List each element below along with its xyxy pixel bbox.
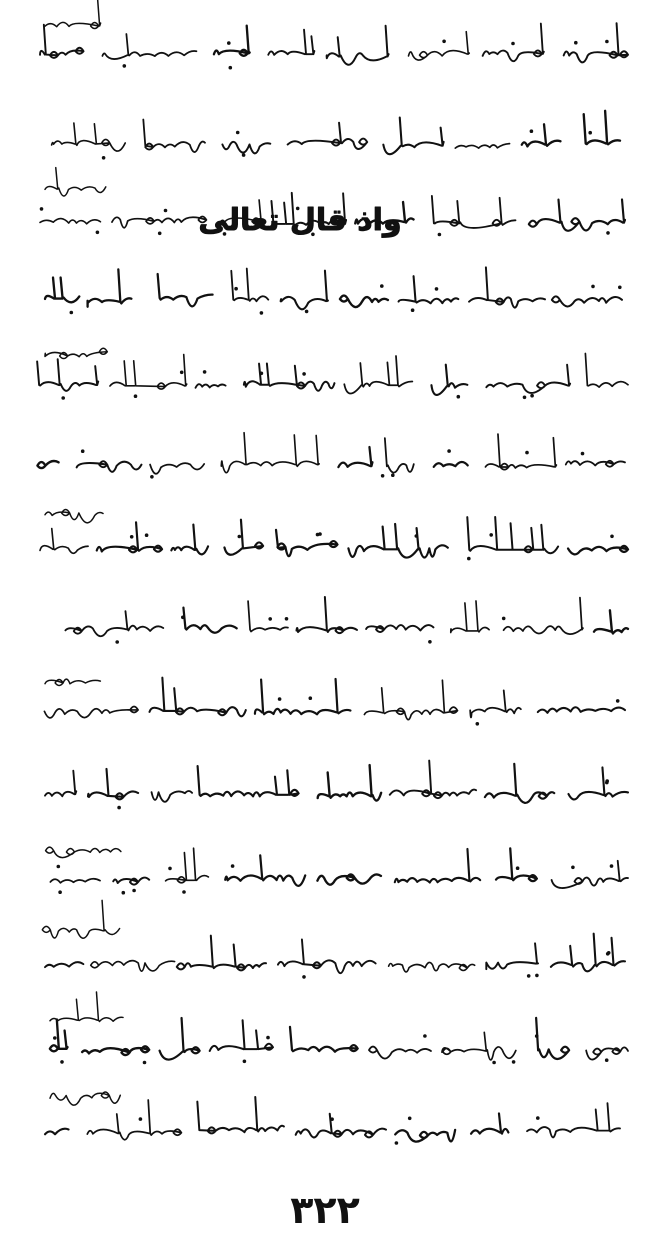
script-word	[225, 855, 305, 885]
script-word	[91, 961, 175, 972]
diacritic-dot	[203, 370, 207, 374]
diacritic-dot	[511, 42, 515, 46]
script-word	[434, 462, 468, 467]
script-word	[45, 771, 76, 797]
script-word	[431, 365, 467, 395]
diacritic-dot	[476, 722, 480, 726]
manuscript-line	[44, 678, 625, 726]
script-word	[143, 119, 205, 152]
manuscript-line	[65, 597, 628, 644]
script-word	[37, 461, 58, 468]
legible-phrase: واذ قال تعالى	[198, 203, 402, 238]
script-word	[485, 764, 554, 803]
diacritic-dot	[302, 372, 306, 376]
diacritic-dot	[574, 41, 578, 45]
diacritic-dot	[229, 66, 233, 70]
diacritic-dot	[115, 640, 119, 644]
diacritic-dot	[447, 449, 451, 453]
manuscript-line	[45, 267, 622, 314]
diacritic-dot	[618, 286, 622, 290]
script-word	[210, 1020, 273, 1051]
diacritic-dot	[536, 1116, 540, 1120]
script-word	[82, 1046, 149, 1055]
diacritic-dot	[607, 951, 611, 955]
script-word	[552, 296, 622, 306]
diacritic-dot	[243, 1060, 247, 1064]
script-word	[344, 356, 412, 394]
diacritic-dot	[168, 867, 172, 871]
diacritic-dot	[605, 40, 609, 44]
diacritic-dot	[238, 535, 242, 539]
script-word	[214, 26, 250, 56]
diacritic-dot	[302, 975, 306, 979]
script-word	[348, 524, 447, 558]
script-word	[486, 365, 570, 393]
script-word	[467, 517, 558, 553]
diacritic-dot	[60, 1060, 64, 1064]
script-word	[195, 384, 225, 388]
marginal-note	[45, 0, 101, 28]
script-word	[469, 267, 545, 307]
script-word	[52, 123, 126, 151]
script-word	[160, 1018, 200, 1060]
diacritic-dot	[180, 371, 184, 375]
diacritic-dot	[182, 890, 186, 894]
diacritic-dot	[438, 233, 442, 237]
script-word	[113, 878, 149, 885]
diacritic-dot	[122, 891, 126, 895]
script-word	[45, 1129, 69, 1135]
script-word	[296, 1114, 386, 1138]
script-word	[318, 765, 381, 800]
script-word	[395, 849, 480, 883]
script-word	[522, 124, 561, 146]
script-word	[197, 1097, 284, 1133]
script-word	[102, 34, 196, 59]
script-word	[231, 269, 268, 302]
marginal-note	[42, 900, 119, 938]
diacritic-dot	[467, 557, 471, 561]
diacritic-dot	[525, 451, 529, 455]
script-word	[171, 525, 208, 555]
diacritic-dot	[58, 890, 62, 894]
script-word	[152, 791, 193, 802]
diacritic-dot	[40, 207, 44, 211]
script-word	[586, 1047, 628, 1059]
diacritic-dot	[81, 449, 85, 453]
script-word	[45, 962, 83, 967]
diacritic-dot	[616, 699, 620, 703]
diacritic-dot	[330, 1117, 334, 1121]
script-word	[536, 1018, 569, 1059]
diacritic-dot	[278, 697, 282, 701]
diacritic-dot	[492, 1061, 496, 1065]
diacritic-dot	[234, 287, 238, 291]
script-word	[551, 934, 625, 972]
script-word	[248, 601, 288, 631]
diacritic-dot	[134, 394, 138, 398]
script-word	[366, 625, 433, 632]
diacritic-dot	[102, 156, 106, 160]
script-word	[395, 1130, 455, 1142]
script-word	[338, 447, 372, 467]
script-word	[40, 25, 84, 58]
diacritic-dot	[516, 866, 520, 870]
manuscript-line	[45, 1092, 620, 1145]
marginal-note	[50, 992, 123, 1021]
diacritic-dot	[380, 284, 384, 288]
script-word	[45, 278, 79, 303]
diacritic-dot	[57, 865, 61, 869]
script-word	[369, 1047, 431, 1059]
diacritic-dot	[70, 311, 74, 315]
script-word	[383, 118, 443, 155]
script-word	[50, 879, 100, 883]
diacritic-dot	[318, 532, 322, 536]
marginal-note	[45, 679, 100, 685]
script-word	[183, 608, 236, 633]
script-word	[198, 766, 299, 796]
diacritic-dot	[143, 1061, 147, 1065]
diacritic-dot	[502, 617, 506, 621]
script-word	[166, 848, 209, 883]
script-word	[158, 274, 213, 306]
script-word	[527, 1103, 620, 1137]
diacritic-dot	[61, 396, 65, 400]
script-word	[390, 761, 476, 799]
diacritic-dot	[411, 308, 415, 312]
diacritic-dot	[530, 129, 534, 133]
diacritic-dot	[591, 285, 595, 289]
script-word	[88, 269, 132, 306]
diacritic-dot	[96, 231, 100, 235]
diacritic-dot	[123, 64, 127, 68]
script-word	[485, 434, 556, 470]
script-word	[224, 520, 263, 555]
diacritic-dot	[489, 533, 493, 537]
script-word	[364, 680, 457, 719]
script-word	[584, 111, 620, 144]
script-word	[112, 216, 206, 227]
script-word	[281, 271, 328, 310]
script-word	[496, 848, 537, 881]
diacritic-dot	[381, 474, 385, 478]
marginal-note	[46, 847, 121, 857]
script-word	[389, 962, 475, 972]
diacritic-dot	[606, 231, 610, 235]
script-word	[288, 123, 368, 149]
script-word	[149, 678, 245, 717]
diacritic-dot	[260, 311, 264, 315]
script-word	[529, 199, 625, 230]
script-word	[97, 522, 162, 552]
manuscript-line	[40, 0, 628, 69]
script-word	[50, 1019, 68, 1051]
script-word	[471, 1113, 508, 1133]
script-word	[37, 359, 98, 391]
script-word	[568, 767, 628, 799]
diacritic-dot	[266, 1036, 270, 1040]
diacritic-dot	[605, 1058, 609, 1062]
diacritic-dot	[117, 806, 121, 810]
diacritic-dot	[231, 864, 235, 868]
diacritic-dot	[150, 475, 154, 479]
manuscript-line	[40, 509, 628, 560]
diacritic-dot	[571, 866, 575, 870]
manuscript-line	[52, 111, 620, 160]
diacritic-dot	[181, 616, 185, 620]
diacritic-dot	[605, 779, 609, 783]
script-word	[221, 433, 319, 473]
script-word	[538, 707, 625, 713]
script-word	[442, 1032, 516, 1060]
script-word	[399, 276, 459, 303]
diacritic-dot	[428, 640, 432, 644]
manuscript-line	[46, 847, 628, 894]
diacritic-dot	[305, 310, 309, 314]
diacritic-dot	[260, 372, 264, 376]
script-word	[594, 610, 628, 633]
manuscript-line	[37, 433, 625, 479]
script-word	[486, 943, 538, 969]
manuscript-line	[45, 761, 628, 810]
diacritic-dot	[527, 974, 531, 978]
diacritic-dot	[523, 396, 527, 400]
marginal-note	[45, 509, 103, 522]
diacritic-dot	[227, 41, 231, 45]
diacritic-dot	[581, 452, 585, 456]
script-word	[244, 364, 335, 391]
marginal-note	[50, 1092, 120, 1105]
script-word	[470, 690, 521, 717]
script-word	[552, 861, 628, 888]
manuscript-line	[42, 900, 625, 978]
script-word	[585, 354, 628, 388]
script-word	[150, 463, 204, 474]
diacritic-dot	[435, 287, 439, 291]
script-word	[296, 597, 356, 633]
diacritic-dot	[457, 395, 461, 399]
diacritic-dot	[164, 209, 168, 213]
diacritic-dot	[535, 974, 539, 978]
diacritic-dot	[236, 131, 240, 135]
diacritic-dot	[132, 889, 136, 893]
page-number: ۳۲۲	[290, 1188, 360, 1232]
diacritic-dot	[535, 1034, 539, 1038]
diacritic-dot	[395, 1141, 399, 1145]
diacritic-dot	[415, 534, 419, 538]
script-word	[268, 30, 314, 55]
script-word	[566, 461, 625, 467]
diacritic-dot	[391, 473, 395, 477]
diacritic-dot	[610, 864, 614, 868]
script-word	[276, 530, 337, 556]
diacritic-dot	[268, 617, 272, 621]
script-word	[317, 874, 381, 884]
script-word	[222, 142, 270, 154]
diacritic-dot	[512, 1060, 516, 1064]
diacritic-dot	[423, 1034, 427, 1038]
script-word	[327, 26, 389, 65]
script-word	[110, 354, 187, 389]
script-word	[385, 438, 414, 472]
manuscript-line	[37, 348, 628, 400]
diacritic-dot	[610, 535, 614, 539]
diacritic-dot	[442, 40, 446, 44]
diacritic-dot	[242, 153, 246, 157]
manuscript-line	[50, 992, 628, 1064]
diacritic-dot	[139, 1117, 143, 1121]
diacritic-dot	[588, 131, 592, 135]
script-word	[568, 546, 628, 554]
script-word	[255, 679, 350, 714]
diacritic-dot	[285, 617, 289, 621]
script-word	[290, 1027, 358, 1052]
script-word	[40, 219, 100, 224]
script-word	[77, 461, 142, 472]
script-word	[44, 706, 138, 717]
diacritic-dot	[408, 1117, 412, 1121]
script-word	[504, 598, 583, 635]
diacritic-dot	[145, 533, 149, 537]
script-word	[340, 296, 388, 308]
script-word	[40, 529, 88, 554]
diacritic-dot	[309, 696, 313, 700]
script-word	[65, 611, 163, 636]
marginal-note	[45, 348, 107, 358]
marginal-note	[45, 168, 106, 196]
script-word	[88, 769, 138, 799]
script-word	[87, 1100, 181, 1140]
script-word	[432, 196, 516, 228]
script-word	[278, 939, 376, 973]
script-word	[564, 23, 628, 62]
diacritic-dot	[530, 394, 534, 398]
script-word	[451, 601, 489, 633]
diacritic-dot	[130, 535, 134, 539]
script-word	[455, 144, 509, 148]
diacritic-dot	[158, 232, 162, 236]
script-word	[177, 936, 266, 971]
diacritic-dot	[53, 1036, 57, 1040]
script-word	[408, 32, 469, 60]
